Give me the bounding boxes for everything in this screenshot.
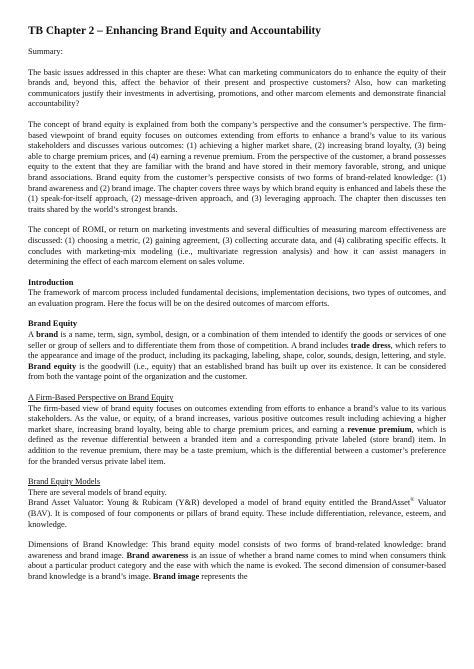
text-run: The firm-based view of brand equity focuses on outcomes extending from efforts to enhance a brand’s value to its various stakeholders. As the value, or equity, of a brand increases, various positive outcomes result including achieving a higher market share, increasing brand loyalty, being able to charge premium prices, and earning a: [28, 403, 446, 434]
brand-equity-heading: Brand Equity: [28, 319, 78, 329]
firm-based-perspective-text: [28, 404, 446, 468]
text-run: is an issue of whether a brand name comes to mind when consumers think about a particular product category and the ease with which the name is evoked. The second dimension of consumer-based brand knowledge is a brand’s image.: [28, 550, 446, 581]
term-brand-equity: Brand equity: [28, 361, 77, 371]
text-run: Valuator (BAV). It is composed of four components or pillars of brand equity. These include differentiation, relevance, esteem, and knowledge.: [28, 498, 447, 529]
text-run: , which is defined as the revenue differential between a branded item and a corresponding private labeled (store brand) item. In addition to the revenue premium, there may be a taste premium, which is the differential between a customer’s preference for the branded versus private label item.: [28, 424, 446, 466]
term-brand-image: Brand image: [152, 571, 200, 581]
term-trade-dress: trade dress: [350, 340, 391, 350]
summary-paragraph-3: The concept of ROMI, or return on marketing investments and several difficulties of measuring marcom effectiveness are discussed: (1) choosing a metric, (2) gaining agreement, (3) collecting accurate data, and (4) calibrating specific effects. It concludes with marketing-mix modeling (i.e., multivariate regression analysis) and how it can assist managers in determining the effect of each marcom element on sales volume.: [28, 225, 446, 267]
term-revenue-premium: revenue premium: [347, 424, 412, 434]
introduction-text: The framework of marcom process included fundamental decisions, implementation decisions, two types of outcomes, and an evaluation program. Here the focus will be on the desired outcomes of marcom efforts.: [28, 288, 446, 308]
brand-equity-models-intro: There are several models of brand equity.: [28, 487, 167, 497]
text-run: Brand Asset Valuator: Young & Rubicam (Y&R) developed a model of brand equity entitled the BrandAsset: [28, 498, 411, 508]
text-run: is a name, term, sign, symbol, design, or a combination of them intended to identify the goods or services of one seller or group of sellers and to differentiate them from those of competition. A brand includes: [28, 330, 446, 350]
text-run: Dimensions of Brand Knowledge: This brand equity model consists of two forms of brand-related knowledge: brand awareness and brand image.: [28, 540, 446, 560]
brand-equity-definition: [28, 330, 446, 383]
introduction-heading: Introduction: [28, 277, 74, 287]
summary-paragraph-1: The basic issues addressed in this chapter are these: What can marketing communicators do to enhance the equity of their brands and, beyond this, affect the behavior of their present and prospective customers? Also, how can marketing communicators justify their investments in advertising, promotions, and other marcom elements and demonstrate financial accountability?: [28, 67, 446, 109]
text-run: represents the: [199, 571, 248, 581]
term-brand-awareness: Brand awareness: [126, 550, 189, 560]
term-brand: brand: [36, 330, 59, 340]
registered-mark: ®: [410, 497, 415, 504]
summary-label: Summary:: [28, 47, 63, 56]
brand-equity-models-heading: Brand Equity Models: [28, 477, 101, 487]
text-run: is the goodwill (i.e., equity) that an established brand has built up over its existence. It can be considered from both the vantage point of the organization and the customer.: [28, 361, 446, 382]
text-run: A: [28, 330, 37, 340]
document-page: [28, 24, 446, 583]
brand-asset-valuator-text: [28, 498, 446, 530]
summary-paragraph-2: The concept of brand equity is explained from both the company’s perspective and the consumer’s perspective. The firm-based viewpoint of brand equity focuses on outcomes extending from efforts to enhance a brand’s value to its various stakeholders and discusses various outcomes: (1) achieving a higher market share, (2) increasing brand loyalty, (3) being able to charge premium prices, and (4) earning a revenue premium. From the perspective of the customer, a brand possesses equity to the extent that they are familiar with the brand and have stored in their memory favorable, strong, and unique brand associations. Brand equity from the customer’s perspective consists of two forms of brand-related knowledge: (1) brand awareness and (2) brand image. The chapter covers three ways by which brand equity is enhanced and labels these the (1) speak-for-itself approach, (2) message-driven approach, and (3) leveraging approach. The chapter then discusses ten traits shared by the world’s strongest brands.: [28, 119, 446, 214]
document-title: TB Chapter 2 – Enhancing Brand Equity and Accountability: [28, 25, 321, 37]
text-run: , which refers to the appearance and image of the product, including its packaging, labeling, shape, color, sounds, design, lettering, and style.: [28, 340, 446, 361]
firm-based-perspective-heading: A Firm-Based Perspective on Brand Equity: [28, 393, 174, 403]
dimensions-of-brand-knowledge-text: [28, 540, 446, 582]
